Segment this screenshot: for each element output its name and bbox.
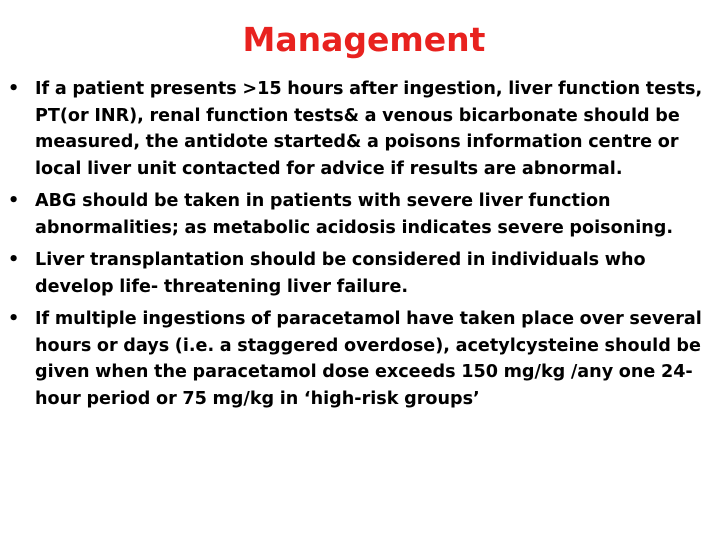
- slide-title: Management: [242, 20, 486, 59]
- bullet-marker: •: [8, 309, 20, 329]
- bullet-marker: •: [8, 79, 20, 99]
- bullet-text: Liver transplantation should be considered in individuals who develop life- threatening liver failure.: [35, 250, 646, 297]
- bullet-text: If multiple ingestions of paracetamol have taken place over several hours or days (i.e. a staggered overdose), acetylcysteine should be given when the paracetamol dose exceeds 150 mg/kg /any one 24-hour period or 75 mg/kg in ‘high-risk groups’: [35, 309, 702, 409]
- bullet-item: [6, 76, 722, 182]
- bullet-list: [6, 76, 722, 418]
- bullet-item: [6, 247, 722, 300]
- bullet-item: [6, 188, 722, 241]
- bullet-marker: •: [8, 250, 20, 270]
- bullet-text: If a patient presents >15 hours after ingestion, liver function tests, PT(or INR), renal function tests& a venous bicarbonate should be measured, the antidote started& a poisons information centre or local liver unit contacted for advice if results are abnormal.: [35, 79, 703, 179]
- bullet-marker: •: [8, 191, 20, 211]
- bullet-item: [6, 306, 722, 412]
- bullet-text: ABG should be taken in patients with severe liver function abnormalities; as metabolic acidosis indicates severe poisoning.: [35, 191, 674, 238]
